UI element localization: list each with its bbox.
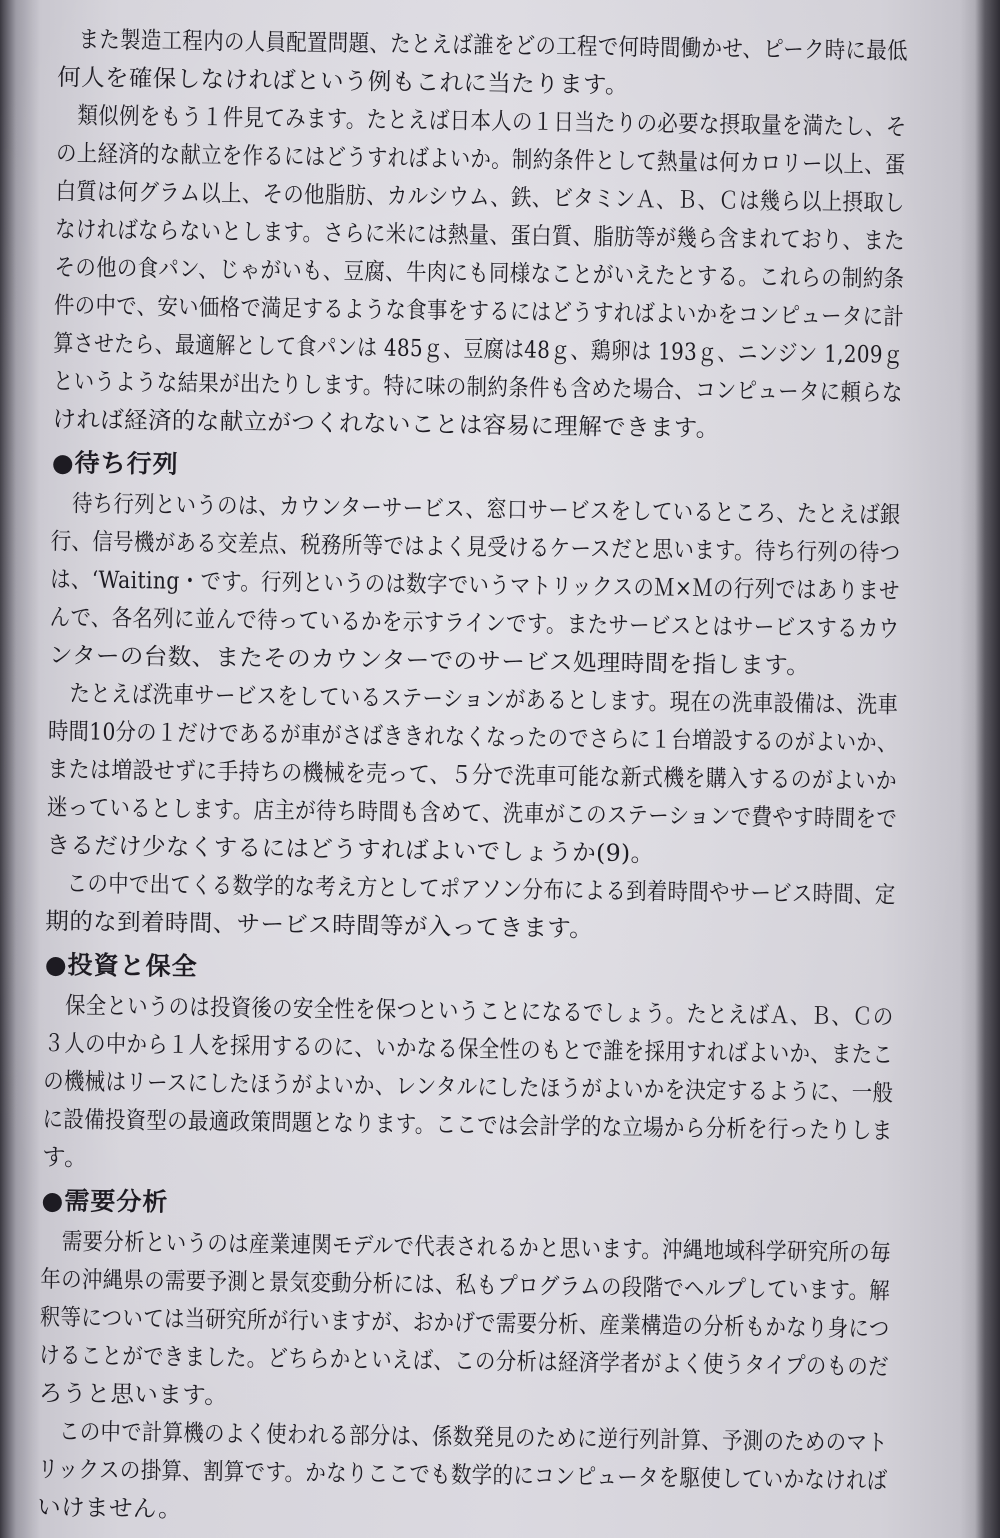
text-line: の上経済的な献立を作るにはどうすればよいか。制約条件として熱量は何カロリー以上、蛋 bbox=[55, 138, 906, 179]
text-line: は、‘Waiting・です。行列というのは数字でいうマトリックスのＭ×Ｍの行列ではありませ bbox=[49, 564, 900, 605]
paragraph bbox=[42, 986, 895, 1188]
text-line: 算させたら、最適解として食パンは 485ｇ、豆腐は48ｇ、鶏卵は 193ｇ、ニンジン 1,209ｇ bbox=[53, 328, 904, 369]
paragraph bbox=[52, 96, 907, 450]
text-line: いけません。 bbox=[37, 1492, 183, 1523]
text-line: 時間10分の１だけであるが車がさばききれなくなったのでさらに１台増設するのがよいか、 bbox=[47, 716, 898, 757]
text-line: んで、各名列に並んで待っているかを示すラインです。またサービスとはサービスするカウ bbox=[49, 602, 900, 643]
text-line: の機械はリースにしたほうがよいか、レンタルにしたほうがよいかを決定するように、一般 bbox=[42, 1066, 894, 1107]
text-line: また製造工程内の人員配置問題、たとえば誰をどの工程で何時間働かせ、ピーク時に最低 bbox=[78, 25, 909, 65]
text-line: ンターの台数、またそのカウンターでのサービス処理時間を指します。 bbox=[48, 640, 811, 680]
section-heading: ●投資と保全 bbox=[44, 949, 198, 982]
text-line: リックスの掛算、割算です。かなりここでも数学的にコンピュータを駆使していかなければ bbox=[37, 1454, 888, 1495]
text-line: なければならないとします。さらに米には熱量、蛋白質、脂肪等が幾ら含まれており、また bbox=[54, 214, 906, 255]
text-line: 需要分析というのは産業連関モデルで代表されるかと思います。沖縄地域科学研究所の毎 bbox=[61, 1227, 892, 1267]
text-line: この中で出てくる数学的な考え方としてポアソン分布による到着時間やサービス時間、定 bbox=[66, 869, 896, 909]
text-line: 待ち行列というのは、カウンターサービス、窓口サービスをしているところ、たとえば銀 bbox=[71, 489, 901, 529]
text-line: ろうと思います。 bbox=[38, 1378, 229, 1410]
text-line: ３人の中から１人を採用するのに、いかなる保全性のもとで誰を採用すればよいか、またこ bbox=[43, 1028, 894, 1069]
text-line: 類似例をもう１件見てみます。たとえば日本人の１日当たりの必要な摂取量を満たし、そ bbox=[77, 101, 907, 141]
text-line: この中で計算機のよく使われる部分は、係数発見のために逆行列計算、予測のためのマト bbox=[58, 1417, 889, 1457]
paragraph bbox=[45, 864, 896, 952]
text-line: 件の中で、安い価格で満足するような食事をするにはどうすればよいかをコンピュータに計 bbox=[53, 290, 905, 331]
text-line: 白質は何グラム以上、その他脂肪、カルシウム、鉄、ビタミンＡ、Ｂ、Ｃは幾ら以上摂取し bbox=[55, 176, 905, 217]
paragraph bbox=[57, 20, 908, 108]
text-line: ければ経済的な献立がつくれないことは容易に理解できます。 bbox=[52, 404, 720, 443]
paragraph bbox=[37, 1412, 889, 1538]
text-line: 迷っているとします。店主が待ち時間も含めて、洗車がこのステーションで費やす時間をで bbox=[46, 792, 898, 833]
text-line: たとえば洗車サービスをしているステーションがあるとします。現在の洗車設備は、洗車 bbox=[69, 679, 899, 719]
paragraph bbox=[49, 484, 902, 686]
text-line: きるだけ少なくするにはどうすればよいでしょうか(9)。 bbox=[46, 830, 655, 868]
text-line: 何人を確保しなければという例もこれに当たります。 bbox=[57, 62, 630, 99]
section-heading: ●待ち行列 bbox=[51, 447, 179, 479]
page-text bbox=[37, 20, 908, 1538]
text-line: その他の食パン、じゃがいも、豆腐、牛肉にも同様なことがいえたとする。これらの制約条 bbox=[54, 252, 905, 293]
text-line: 期的な到着時間、サービス時間等が入ってきます。 bbox=[45, 906, 594, 943]
text-line: 年の沖縄県の需要予測と景気変動分析には、私もプログラムの段階でヘルプしています。解 bbox=[40, 1264, 891, 1305]
text-line: 釈等については当研究所が行いますが、おかげで需要分析、産業構造の分析もかなり身につ bbox=[39, 1302, 890, 1343]
text-line: す。 bbox=[41, 1142, 89, 1172]
text-line: けることができました。どちらかといえば、この分析は経済学者がよく使うタイプのものだ bbox=[39, 1340, 890, 1381]
text-line: 行、信号機がある交差点、税務所等ではよく見受けるケースだと思います。待ち行列の待つ bbox=[50, 526, 901, 567]
section-heading: ●需要分析 bbox=[41, 1185, 169, 1217]
text-line: 保全というのは投資後の安全性を保つということになるでしょう。たとえばＡ、Ｂ、Ｃの bbox=[64, 991, 894, 1031]
text-line: または増設せずに手持ちの機械を売って、５分で洗車可能な新式機を購入するのがよいか bbox=[47, 754, 898, 795]
text-line: というような結果が出たりします。特に味の制約条件も含めた場合、コンピュータに頼らな bbox=[52, 366, 903, 407]
paragraph bbox=[39, 1222, 892, 1424]
paragraph bbox=[46, 674, 899, 876]
text-line: に設備投資型の最適政策問題となります。ここでは会計学的な立場から分析を行ったりしま bbox=[42, 1104, 893, 1145]
